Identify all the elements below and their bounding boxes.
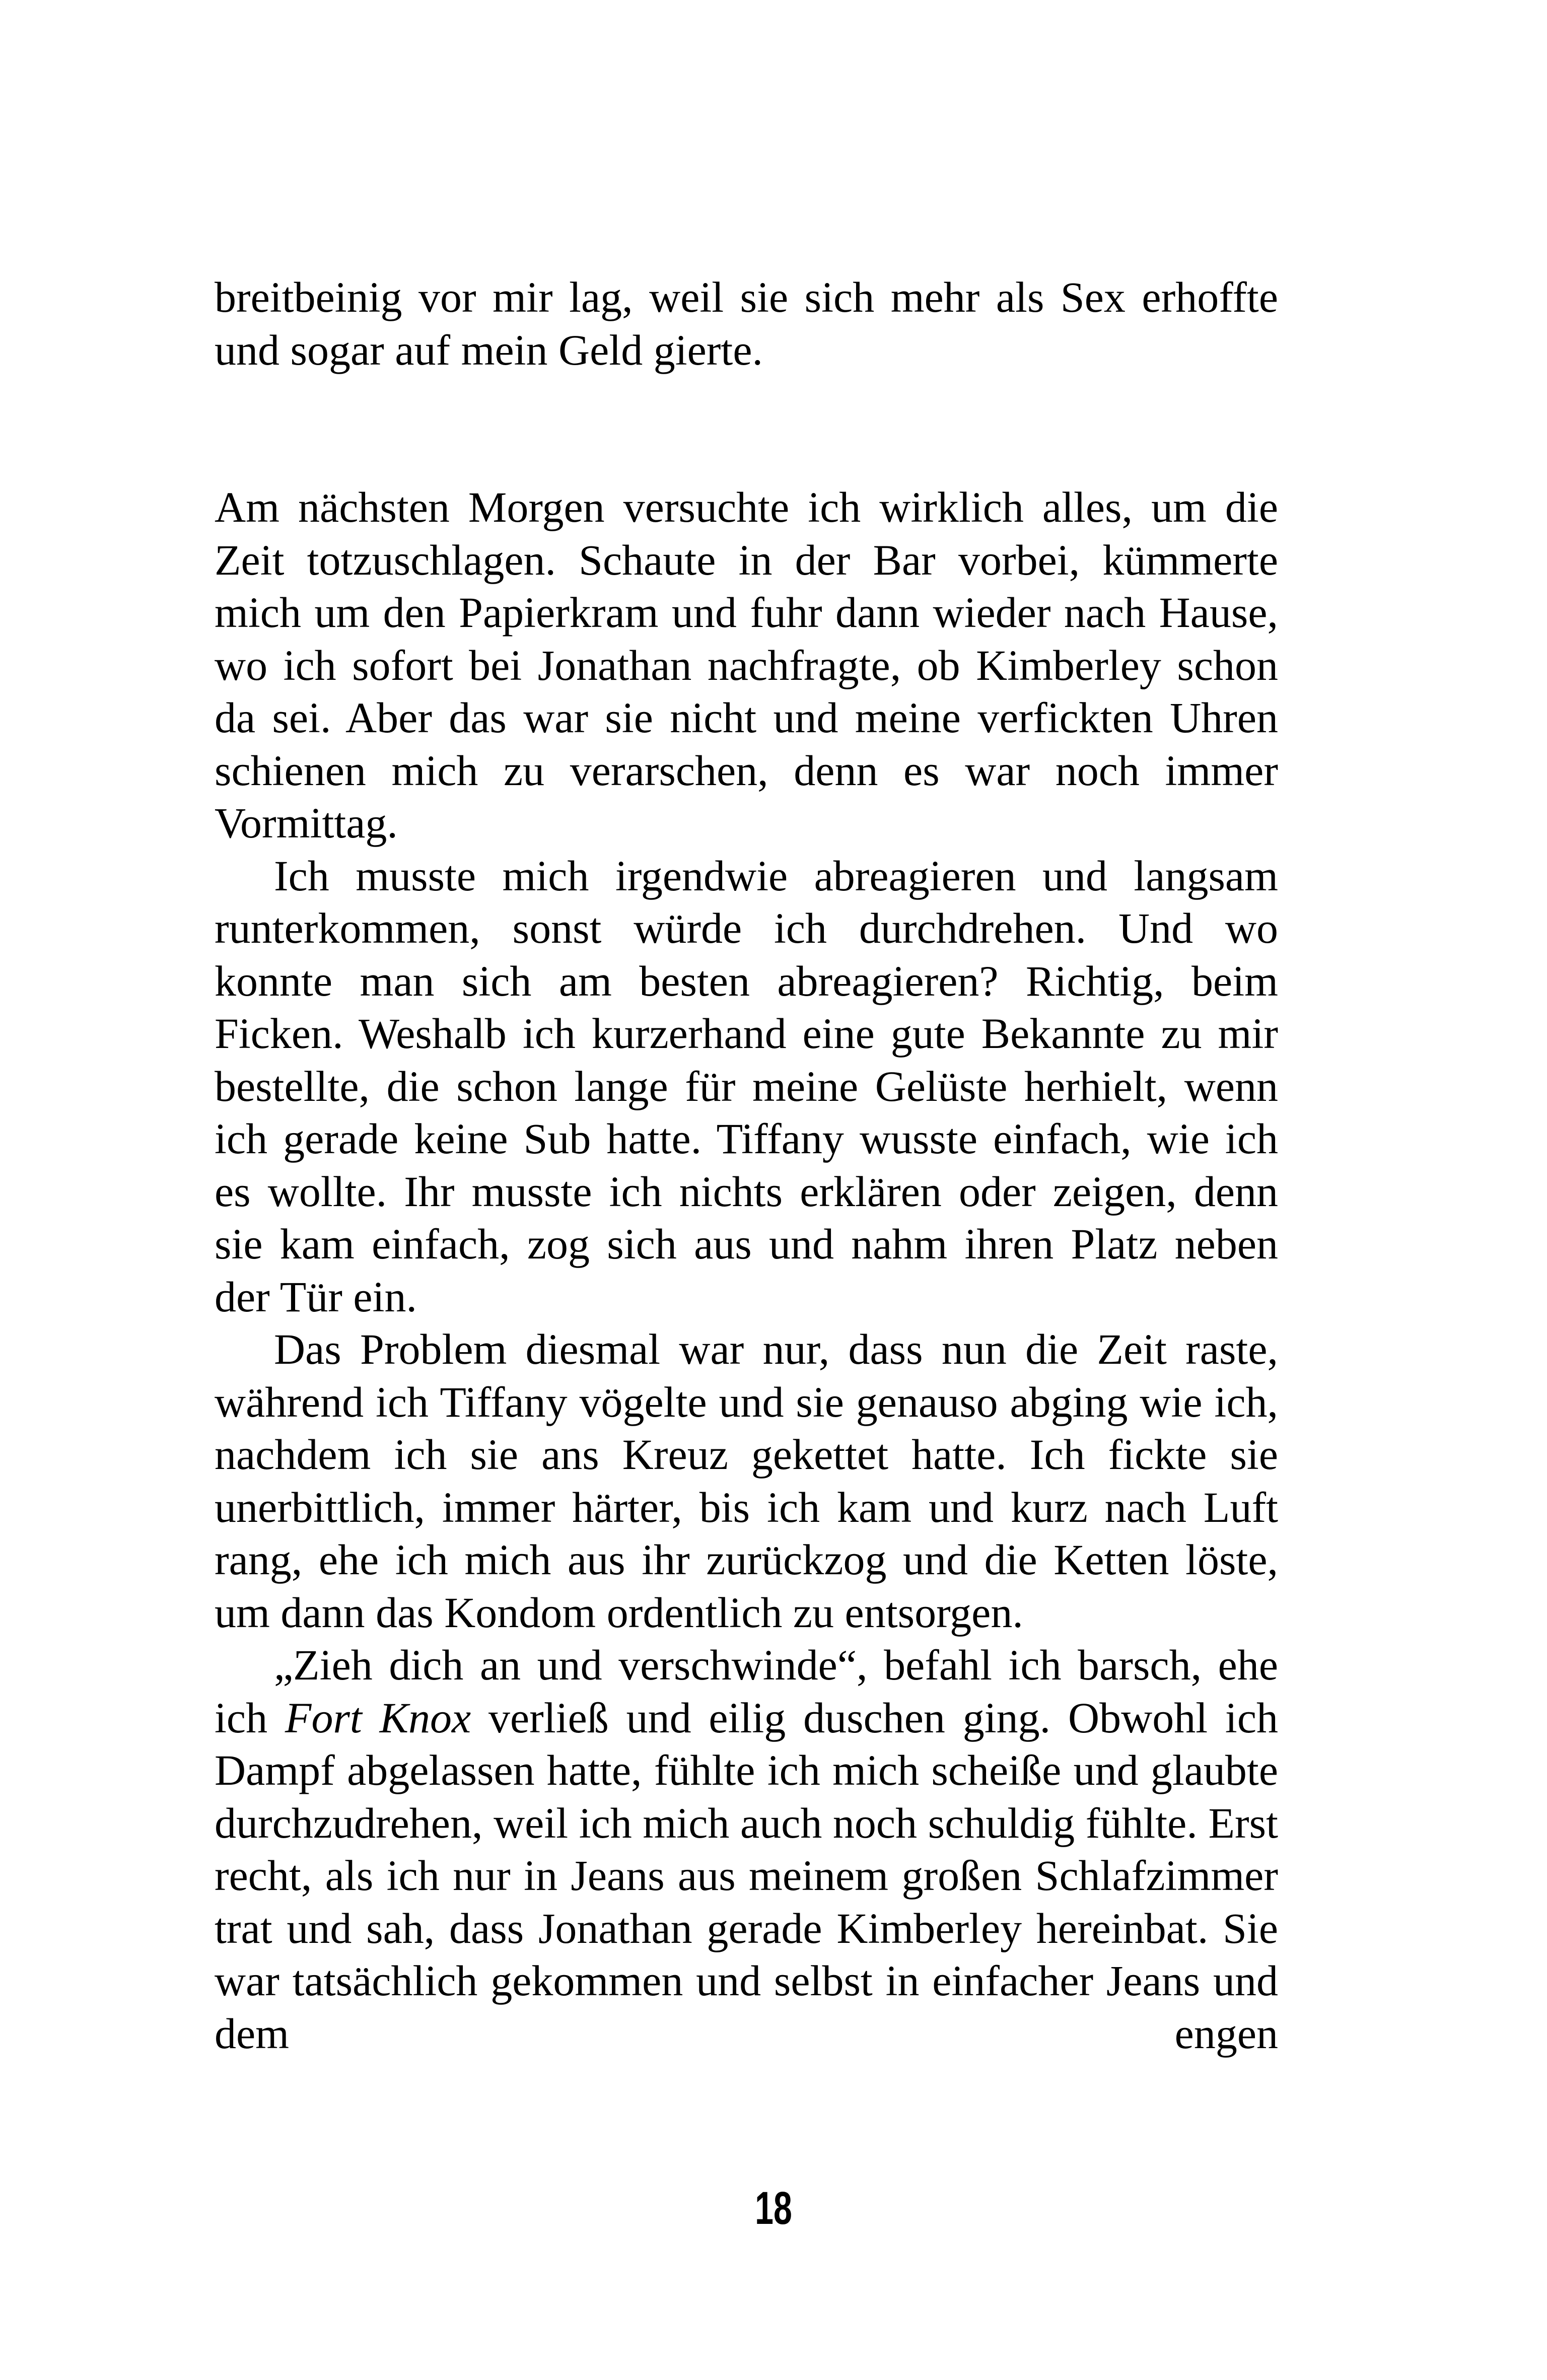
paragraph-fort-knox-end: verließ und eilig duschen ging. Obwohl ich Dampf abgelassen hatte, fühlte ich mich scheiße und glaubte durchzudrehen, weil ich mich auch noch schuldig fühlte. Erst recht, als ich nur in Jeans aus meinem großen Schlafzimmer trat und sah, dass Jonathan gerade Kimberley hereinbat. Sie war tatsächlich gekommen und selbst in einfacher Jeans und dem engen (215, 1693, 1278, 2058)
place-name-italic: Fort Knox (285, 1693, 471, 1742)
paragraph-fort-knox (215, 1639, 1278, 2060)
paragraph-problem: Das Problem diesmal war nur, dass nun die Zeit raste, während ich Tiffany vögelte und sie genauso abging wie ich, nachdem ich sie ans Kreuz gekettet hatte. Ich fickte sie unerbittlich, immer härter, bis ich kam und kurz nach Luft rang, ehe ich mich aus ihr zurückzog und die Ketten löste, um dann das Kondom ordentlich zu entsorgen. (215, 1325, 1278, 1637)
text-block-main (215, 481, 1278, 2060)
page-number: 18 (755, 2183, 792, 2234)
text-block-top (215, 271, 1278, 376)
paragraph-abreagieren: Ich musste mich irgendwie abreagieren und langsam runterkommen, sonst würde ich durchdrehen. Und wo konnte man sich am besten abreagieren? Richtig, beim Ficken. Weshalb ich kurzerhand eine gute Bekannte zu mir bestellte, die schon lange für meine Gelüste herhielt, wenn ich gerade keine Sub hatte. Tiffany wusste einfach, wie ich es wollte. Ihr musste ich nichts erklären oder zeigen, denn sie kam einfach, zog sich aus und nahm ihren Platz neben der Tür ein. (215, 851, 1278, 1321)
paragraph-morning: Am nächsten Morgen versuchte ich wirklich alles, um die Zeit totzuschlagen. Schaute in der Bar vorbei, kümmerte mich um den Papierkram und fuhr dann wieder nach Hause, wo ich sofort bei Jonathan nachfragte, ob Kimberley schon da sei. Aber das war sie nicht und meine verfickten Uhren schienen mich zu verarschen, denn es war noch immer Vormittag. (215, 483, 1278, 847)
paragraph-fort-knox-start: „Zieh dich an und verschwinde“, befahl ich barsch, ehe ich (215, 1641, 1278, 1742)
paragraph-continuation: breitbeinig vor mir lag, weil sie sich mehr als Sex erhoffte und sogar auf mein Geld gierte. (215, 273, 1278, 374)
